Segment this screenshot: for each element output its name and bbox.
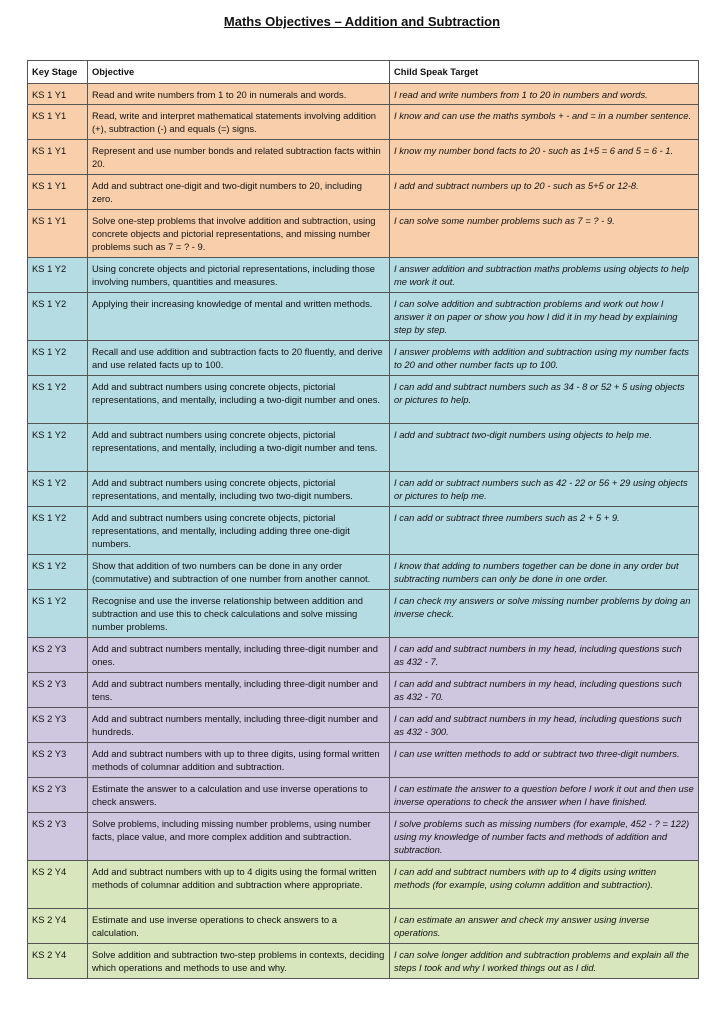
objective-cell: Applying their increasing knowledge of mental and written methods. <box>88 293 390 341</box>
target-cell: I can use written methods to add or subtract two three-digit numbers. <box>390 743 699 778</box>
stage-cell: KS 2 Y4 <box>28 909 88 944</box>
target-cell: I can solve addition and subtraction problems and work out how I answer it on paper or show you how I did it in my head by explaining step by step. <box>390 293 699 341</box>
table-row <box>28 743 699 778</box>
table-row <box>28 778 699 813</box>
objective-cell: Solve addition and subtraction two-step problems in contexts, deciding which operations and methods to use and why. <box>88 944 390 979</box>
objective-cell: Read, write and interpret mathematical statements involving addition (+), subtraction (-) and equals (=) signs. <box>88 105 390 140</box>
target-cell: I can add and subtract numbers in my head, including questions such as 432 - 7. <box>390 638 699 673</box>
stage-cell: KS 1 Y2 <box>28 293 88 341</box>
target-cell: I can add and subtract numbers in my head, including questions such as 432 - 70. <box>390 673 699 708</box>
table-row <box>28 140 699 175</box>
target-cell: I add and subtract two-digit numbers using objects to help me. <box>390 424 699 472</box>
table-row <box>28 105 699 140</box>
table-row <box>28 293 699 341</box>
objective-cell: Add and subtract numbers using concrete objects, pictorial representations, and mentally, including a two-digit number and tens. <box>88 424 390 472</box>
stage-cell: KS 1 Y2 <box>28 472 88 507</box>
table-row <box>28 590 699 638</box>
objective-cell: Represent and use number bonds and related subtraction facts within 20. <box>88 140 390 175</box>
objective-cell: Add and subtract numbers using concrete objects, pictorial representations, and mentally, including adding three one-digit numbers. <box>88 507 390 555</box>
header-row <box>28 61 699 84</box>
table-row <box>28 555 699 590</box>
objective-cell: Using concrete objects and pictorial representations, including those involving numbers, quantities and measures. <box>88 258 390 293</box>
target-cell: I know that adding to numbers together can be done in any order but subtracting numbers can only be done in one order. <box>390 555 699 590</box>
table-row <box>28 708 699 743</box>
table-row <box>28 175 699 210</box>
target-cell: I can estimate the answer to a question before I work it out and then use inverse operations to check the answer when I have finished. <box>390 778 699 813</box>
objective-cell: Read and write numbers from 1 to 20 in numerals and words. <box>88 84 390 105</box>
stage-cell: KS 1 Y2 <box>28 424 88 472</box>
stage-cell: KS 2 Y3 <box>28 778 88 813</box>
objective-cell: Solve one-step problems that involve addition and subtraction, using concrete objects and pictorial representations, and missing number problems such as 7 = ? - 9. <box>88 210 390 258</box>
objective-cell: Solve problems, including missing number problems, using number facts, place value, and more complex addition and subtraction. <box>88 813 390 861</box>
objectives-body <box>28 84 699 979</box>
target-cell: I can estimate an answer and check my answer using inverse operations. <box>390 909 699 944</box>
table-row <box>28 861 699 909</box>
stage-cell: KS 1 Y2 <box>28 555 88 590</box>
objective-cell: Estimate the answer to a calculation and use inverse operations to check answers. <box>88 778 390 813</box>
objective-cell: Add and subtract numbers with up to three digits, using formal written methods of columnar addition and subtraction. <box>88 743 390 778</box>
stage-cell: KS 2 Y4 <box>28 944 88 979</box>
target-cell: I solve problems such as missing numbers (for example, 452 - ? = 122) using my knowledge of number facts and methods of addition and subtraction. <box>390 813 699 861</box>
table-row <box>28 376 699 424</box>
stage-cell: KS 1 Y1 <box>28 175 88 210</box>
stage-cell: KS 2 Y3 <box>28 638 88 673</box>
target-cell: I read and write numbers from 1 to 20 in numbers and words. <box>390 84 699 105</box>
objective-cell: Add and subtract numbers mentally, including three-digit number and hundreds. <box>88 708 390 743</box>
table-row <box>28 424 699 472</box>
objective-cell: Show that addition of two numbers can be done in any order (commutative) and subtraction of one number from another cannot. <box>88 555 390 590</box>
stage-cell: KS 1 Y2 <box>28 258 88 293</box>
table-row <box>28 673 699 708</box>
target-cell: I can add and subtract numbers with up to 4 digits using written methods (for example, using column addition and subtraction). <box>390 861 699 909</box>
objective-cell: Add and subtract numbers using concrete objects, pictorial representations, and mentally, including a two-digit number and ones. <box>88 376 390 424</box>
target-cell: I add and subtract numbers up to 20 - such as 5+5 or 12-8. <box>390 175 699 210</box>
objective-cell: Add and subtract numbers mentally, including three-digit number and ones. <box>88 638 390 673</box>
target-cell: I can add or subtract numbers such as 42 - 22 or 56 + 29 using objects or pictures to help me. <box>390 472 699 507</box>
stage-cell: KS 1 Y1 <box>28 105 88 140</box>
stage-cell: KS 1 Y2 <box>28 507 88 555</box>
stage-cell: KS 1 Y1 <box>28 84 88 105</box>
table-row <box>28 507 699 555</box>
stage-cell: KS 1 Y1 <box>28 210 88 258</box>
target-cell: I know my number bond facts to 20 - such as 1+5 = 6 and 5 = 6 - 1. <box>390 140 699 175</box>
table-row <box>28 813 699 861</box>
table-row <box>28 909 699 944</box>
objective-cell: Add and subtract numbers using concrete objects, pictorial representations, and mentally, including two two-digit numbers. <box>88 472 390 507</box>
stage-cell: KS 2 Y3 <box>28 708 88 743</box>
objective-cell: Estimate and use inverse operations to check answers to a calculation. <box>88 909 390 944</box>
objective-cell: Add and subtract numbers with up to 4 digits using the formal written methods of columnar addition and subtraction where appropriate. <box>88 861 390 909</box>
target-cell: I can add and subtract numbers in my head, including questions such as 432 - 300. <box>390 708 699 743</box>
objective-cell: Recall and use addition and subtraction facts to 20 fluently, and derive and use related facts up to 100. <box>88 341 390 376</box>
table-row <box>28 210 699 258</box>
stage-cell: KS 1 Y2 <box>28 590 88 638</box>
target-cell: I can check my answers or solve missing number problems by doing an inverse check. <box>390 590 699 638</box>
objective-cell: Add and subtract one-digit and two-digit numbers to 20, including zero. <box>88 175 390 210</box>
target-cell: I can solve longer addition and subtraction problems and explain all the steps I took and why I worked things out as I did. <box>390 944 699 979</box>
objective-cell: Add and subtract numbers mentally, including three-digit number and tens. <box>88 673 390 708</box>
header-key-stage: Key Stage <box>28 61 88 84</box>
objectives-table <box>27 60 699 979</box>
header-objective: Objective <box>88 61 390 84</box>
target-cell: I can add and subtract numbers such as 34 - 8 or 52 + 5 using objects or pictures to help. <box>390 376 699 424</box>
table-row <box>28 638 699 673</box>
table-row <box>28 341 699 376</box>
stage-cell: KS 2 Y4 <box>28 861 88 909</box>
target-cell: I know and can use the maths symbols + - and = in a number sentence. <box>390 105 699 140</box>
stage-cell: KS 2 Y3 <box>28 813 88 861</box>
stage-cell: KS 2 Y3 <box>28 743 88 778</box>
table-row <box>28 944 699 979</box>
table-row <box>28 472 699 507</box>
target-cell: I can solve some number problems such as 7 = ? - 9. <box>390 210 699 258</box>
table-row <box>28 258 699 293</box>
header-child-speak-target: Child Speak Target <box>390 61 699 84</box>
target-cell: I answer addition and subtraction maths problems using objects to help me work it out. <box>390 258 699 293</box>
stage-cell: KS 1 Y1 <box>28 140 88 175</box>
target-cell: I can add or subtract three numbers such as 2 + 5 + 9. <box>390 507 699 555</box>
stage-cell: KS 1 Y2 <box>28 341 88 376</box>
objective-cell: Recognise and use the inverse relationship between addition and subtraction and use this to check calculations and solve missing number problems. <box>88 590 390 638</box>
stage-cell: KS 2 Y3 <box>28 673 88 708</box>
stage-cell: KS 1 Y2 <box>28 376 88 424</box>
page-title: Maths Objectives – Addition and Subtraction <box>223 14 501 29</box>
table-row <box>28 84 699 105</box>
target-cell: I answer problems with addition and subtraction using my number facts to 20 and other number facts up to 100. <box>390 341 699 376</box>
